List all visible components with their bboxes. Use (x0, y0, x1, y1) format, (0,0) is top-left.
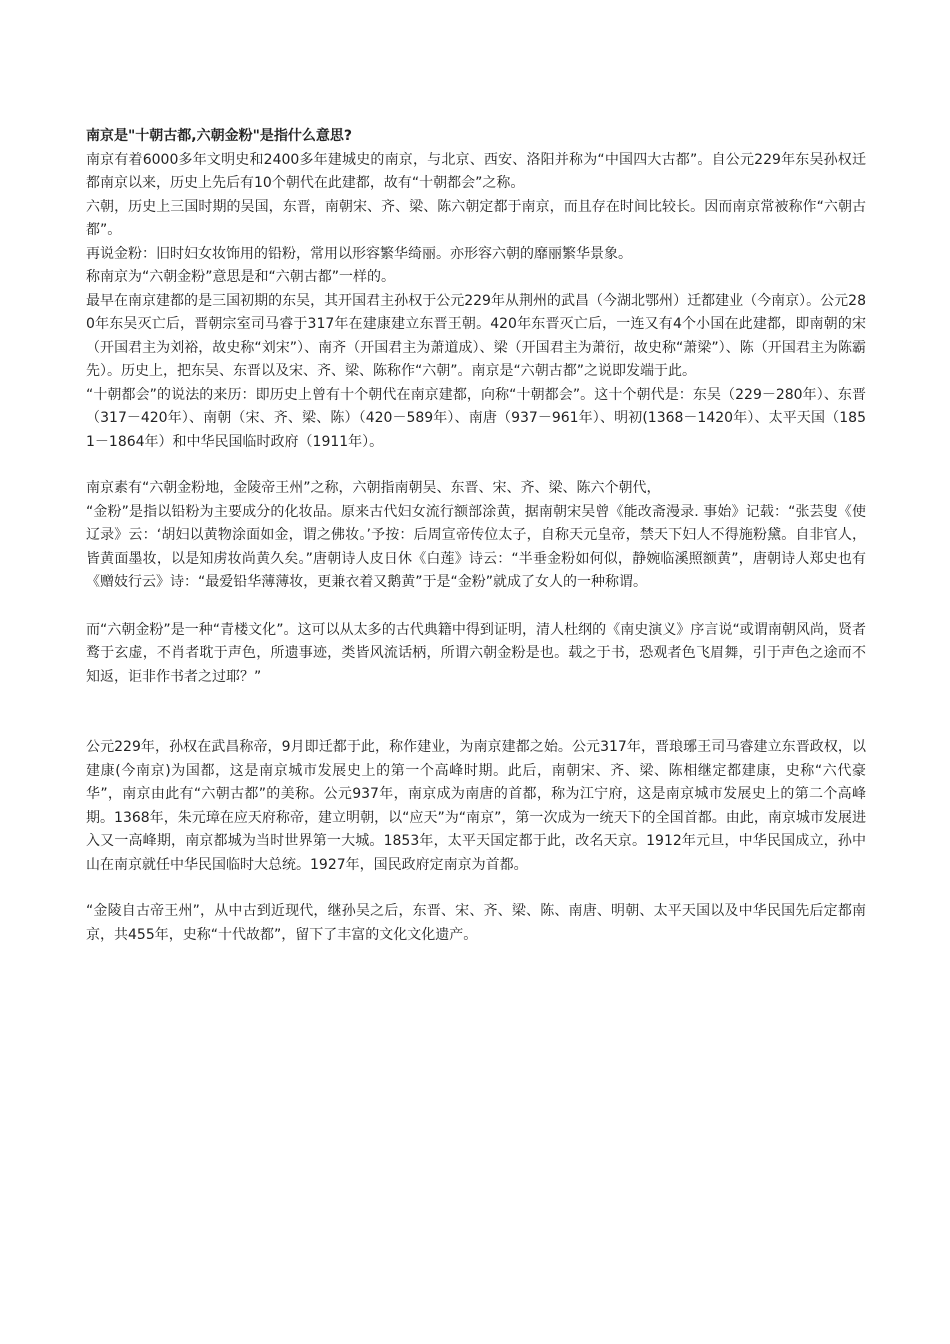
paragraph-six-dynasties: 六朝，历史上三国时期的吴国，东晋，南朝宋、齐、梁、陈六朝定都于南京，而且存在时间比较长。因而南京常被称作“六朝古都”。 (86, 198, 866, 238)
spacer (86, 689, 866, 736)
paragraph-jinfen-cosmetic: “金粉”是指以铅粉为主要成分的化妆品。原来古代妇女流行额部涂黄，据南朝宋吴曾《能改斋漫录. 事始》记载：“张芸叟《使辽录》云：‘胡妇以黄物涂面如金，谓之佛妆。’予按：后周宣帝传位太子，自称天元皇帝，禁天下妇人不得施粉黛。自非官人，皆黄面墨妆，以是知虏妆尚黄久矣。”唐朝诗人皮日休《白莲》诗云：“半垂金粉如何似，静婉临溪照额黄”，唐朝诗人郑史也有《赠妓行云》诗：“最爱铅华薄薄妆，更兼衣着又鹅黄”于是“金粉”就成了女人的一种称谓。 (86, 503, 866, 590)
spacer (86, 877, 866, 900)
spacer (86, 454, 866, 477)
paragraph-ten-capitals: “金陵自古帝王州”，从中古到近现代，继孙吴之后，东晋、宋、齐、梁、陈、南唐、明朝、太平天国以及中华民国先后定都南京，共455年，史称“十代故都”，留下了丰富的文化文化遗产。 (86, 903, 866, 943)
spacer (86, 595, 866, 619)
paragraph-qinglou-culture: 而“六朝金粉”是一种“青楼文化”。这可以从太多的古代典籍中得到证明，清人杜纲的《南史演义》序言说“或谓南朝风尚，贤者鹜于玄虚，不肖者耽于声色，所遗事迹，类皆风流话柄，所谓六朝金粉是也。载之于书，恐观者色飞眉舞，引于声色之途而不知返，讵非作书者之过耶？” (86, 621, 866, 685)
document-body (86, 125, 866, 947)
paragraph-ten-dynasties: “十朝都会”的说法的来历：即历史上曾有十个朝代在南京建都，向称“十朝都会”。这十个朝代是：东吴（229－280年）、东晋（317－420年）、南朝（宋、齐、梁、陈）（420－589年）、南唐（937－961年）、明初(1368－1420年）、太平天国（1851－1864年）和中华民国临时政府（1911年）。 (86, 386, 866, 450)
paragraph-jinfen-meaning: 称南京为“六朝金粉”意思是和“六朝古都”一样的。 (86, 269, 396, 285)
paragraph-jinfen-definition: 再说金粉：旧时妇女妆饰用的铅粉，常用以形容繁华绮丽。亦形容六朝的靡丽繁华景象。 (86, 245, 632, 262)
paragraph-intro: 南京有着6000多年文明史和2400多年建城史的南京，与北京、西安、洛阳并称为“中国四大古都”。自公元229年东吴孙权迁都南京以来，历史上先后有10个朝代在此建都，故有“十朝都会”之称。 (86, 151, 866, 191)
paragraph-earliest-capital: 最早在南京建都的是三国初期的东吴，其开国君主孙权于公元229年从荆州的武昌（今湖北鄂州）迁都建业（今南京）。公元280年东吴灭亡后，晋朝宗室司马睿于317年在建康建立东晋王朝。420年东晋灭亡后，一连又有4个小国在此建都，即南朝的宋（开国君主为刘裕，故史称“刘宋”）、南齐（开国君主为萧道成）、梁（开国君主为萧衍，故史称“萧梁”）、陈（开国君主为陈霸先）。历史上，把东吴、东晋以及宋、齐、梁、陈称作“六朝”。南京是“六朝古都”之说即发端于此。 (86, 292, 866, 379)
paragraph-jinling: 南京素有“六朝金粉地，金陵帝王州”之称，六朝指南朝吴、东晋、宋、齐、梁、陈六个朝代， (86, 480, 661, 496)
document-title: 南京是"十朝古都,六朝金粉"是指什么意思? (86, 128, 353, 144)
paragraph-capital-history: 公元229年，孙权在武昌称帝，9月即迁都于此，称作建业，为南京建都之始。公元317年，晋琅琊王司马睿建立东晋政权，以建康(今南京)为国都，这是南京城市发展史上的第一个高峰时期。此后，南朝宋、齐、梁、陈相继定都建康，史称“六代豪华”，南京由此有“六朝古都”的美称。公元937年，南京成为南唐的首都，称为江宁府，这是南京城市发展史上的第二个高峰期。1368年，朱元璋在应天府称帝，建立明朝，以“应天”为“南京”，第一次成为一统天下的全国首都。由此，南京城市发展进入又一高峰期，南京都城为当时世界第一大城。1853年，太平天国定都于此，改名天京。1912年元旦，中华民国成立，孙中山在南京就任中华民国临时大总统。1927年，国民政府定南京为首都。 (86, 739, 866, 873)
